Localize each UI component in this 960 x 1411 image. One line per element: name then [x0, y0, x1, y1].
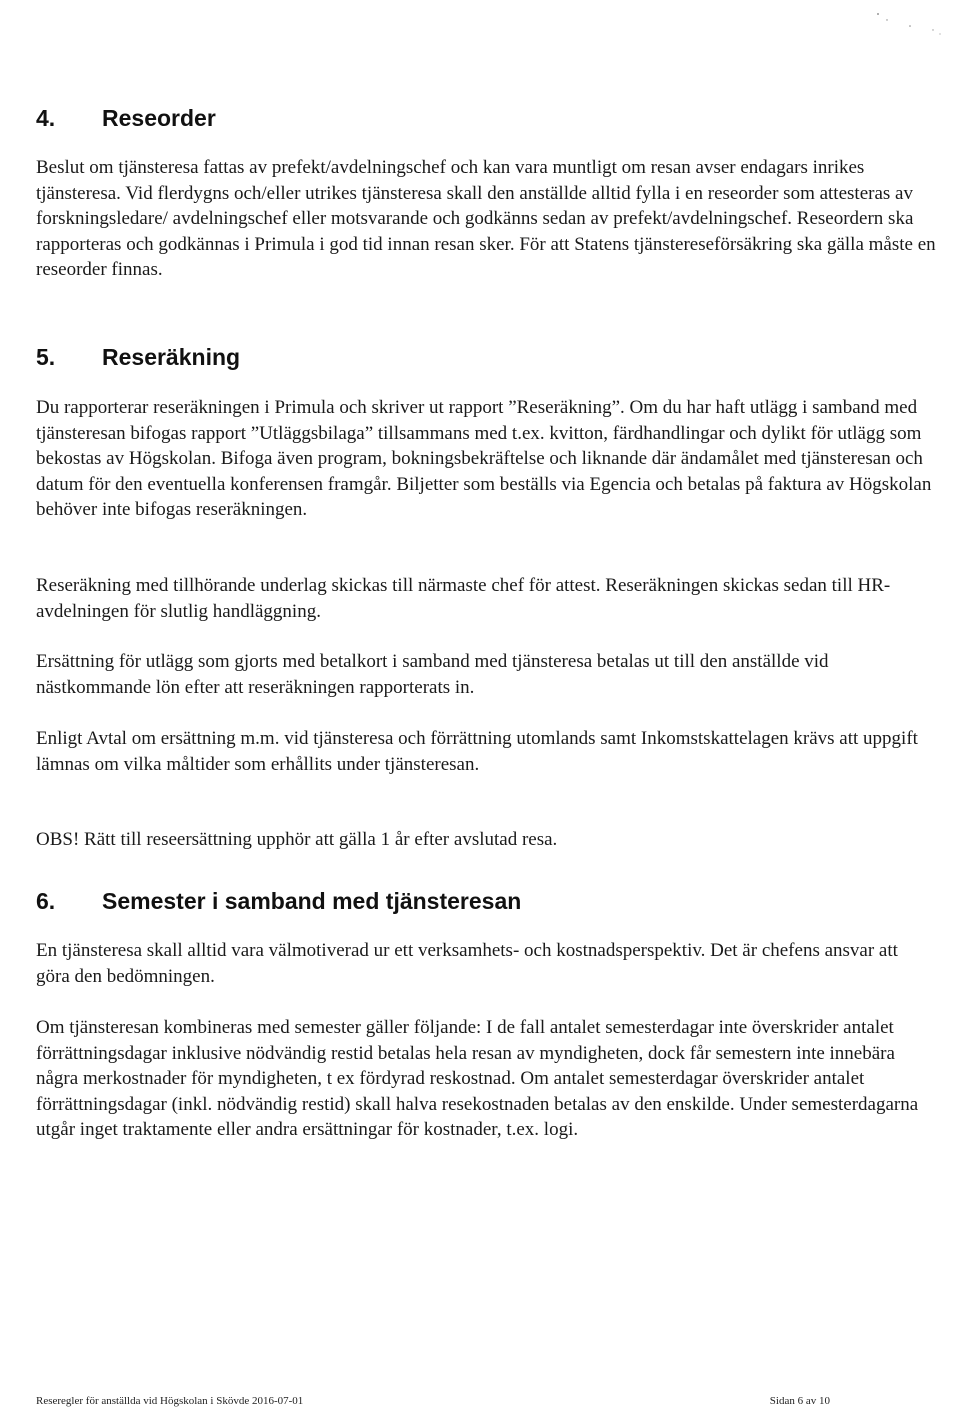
section-6-paragraph-2: Om tjänsteresan kombineras med semester gäller följande: I de fall antalet semesterdagar inte överskrider antalet förrättningsdagar inklusive nödvändig restid betalas hela resan av myndigheten, dock får semestern inte innebära några merkostnader för myndigheten, t ex fördyrad reskostnad. Om antalet semesterdagar överskrider antalet förrättningsdagar (inkl. nödvändig restid) skall halva resekostnaden betalas av den enskilde. Under semesterdagarna utgår inget traktamente eller andra ersättningar för kostnader, t.ex. logi.	[36, 1017, 919, 1140]
section-number: 5.	[36, 344, 56, 370]
section-4-heading	[36, 104, 216, 132]
section-6-paragraph-1: En tjänsteresa skall alltid vara välmotiverad ur ett verksamhets- och kostnadsperspektiv. Det är chefens ansvar att göra den bedömningen.	[36, 940, 898, 987]
section-title: Semester i samband med tjänsteresan	[102, 888, 522, 914]
footer-document-title: Reseregler för anställda vid Högskolan i Skövde 2016-07-01	[36, 1395, 304, 1407]
section-title: Reseorder	[102, 105, 216, 131]
section-5-paragraph-3: Ersättning för utlägg som gjorts med betalkort i samband med tjänsteresa betalas ut till den anställde vid nästkommande lön efter att reseräkningen rapporterats in.	[36, 651, 829, 698]
footer-page-number: Sidan 6 av 10	[769, 1395, 830, 1407]
section-title: Reseräkning	[102, 344, 241, 370]
section-6-heading	[36, 887, 521, 915]
section-5-heading	[36, 343, 240, 371]
section-5-paragraph-5: OBS! Rätt till reseersättning upphör att gälla 1 år efter avslutad resa.	[36, 829, 558, 850]
section-5-paragraph-4: Enligt Avtal om ersättning m.m. vid tjänsteresa och förrättning utomlands samt Inkomstskattelagen krävs att uppgift lämnas om vilka måltider som erhållits under tjänsteresan.	[36, 728, 918, 775]
section-5-paragraph-2: Reseräkning med tillhörande underlag skickas till närmaste chef för attest. Reseräkningen skickas sedan till HR-avdelningen för slutlig handläggning.	[36, 575, 891, 622]
section-number: 6.	[36, 888, 56, 914]
section-number: 4.	[36, 105, 56, 131]
scan-specks	[860, 8, 950, 38]
section-5-paragraph-1: Du rapporterar reseräkningen i Primula och skriver ut rapport ”Reseräkning”. Om du har haft utlägg i samband med tjänsteresan bifogas rapport ”Utläggsbilaga” tillsammans med t.ex. kvitton, färdhandlingar och dylikt för utlägg som bekostas av Högskolan. Bifoga även program, bokningsbekräftelse och liknande där ändamålet med tjänsteresan och datum för den eventuella konferensen framgår. Biljetter som beställs via Egencia och betalas på faktura av Högskolan behöver inte bifogas reseräkningen.	[36, 397, 932, 520]
section-4-paragraph-1: Beslut om tjänsteresa fattas av prefekt/avdelningschef och kan vara muntligt om resan avser endagars inrikes tjänsteresa. Vid flerdygns och/eller utrikes tjänsteresa skall den anställde alltid fylla i en reseorder som attesteras av forskningsledare/ avdelningschef eller motsvarande och godkänns sedan av prefekt/avdelningschef. Reseordern ska rapporteras och godkännas i Primula i god tid innan resan sker. För att Statens tjänstereseförsäkring ska gälla måste en reseorder finnas.	[36, 157, 936, 280]
